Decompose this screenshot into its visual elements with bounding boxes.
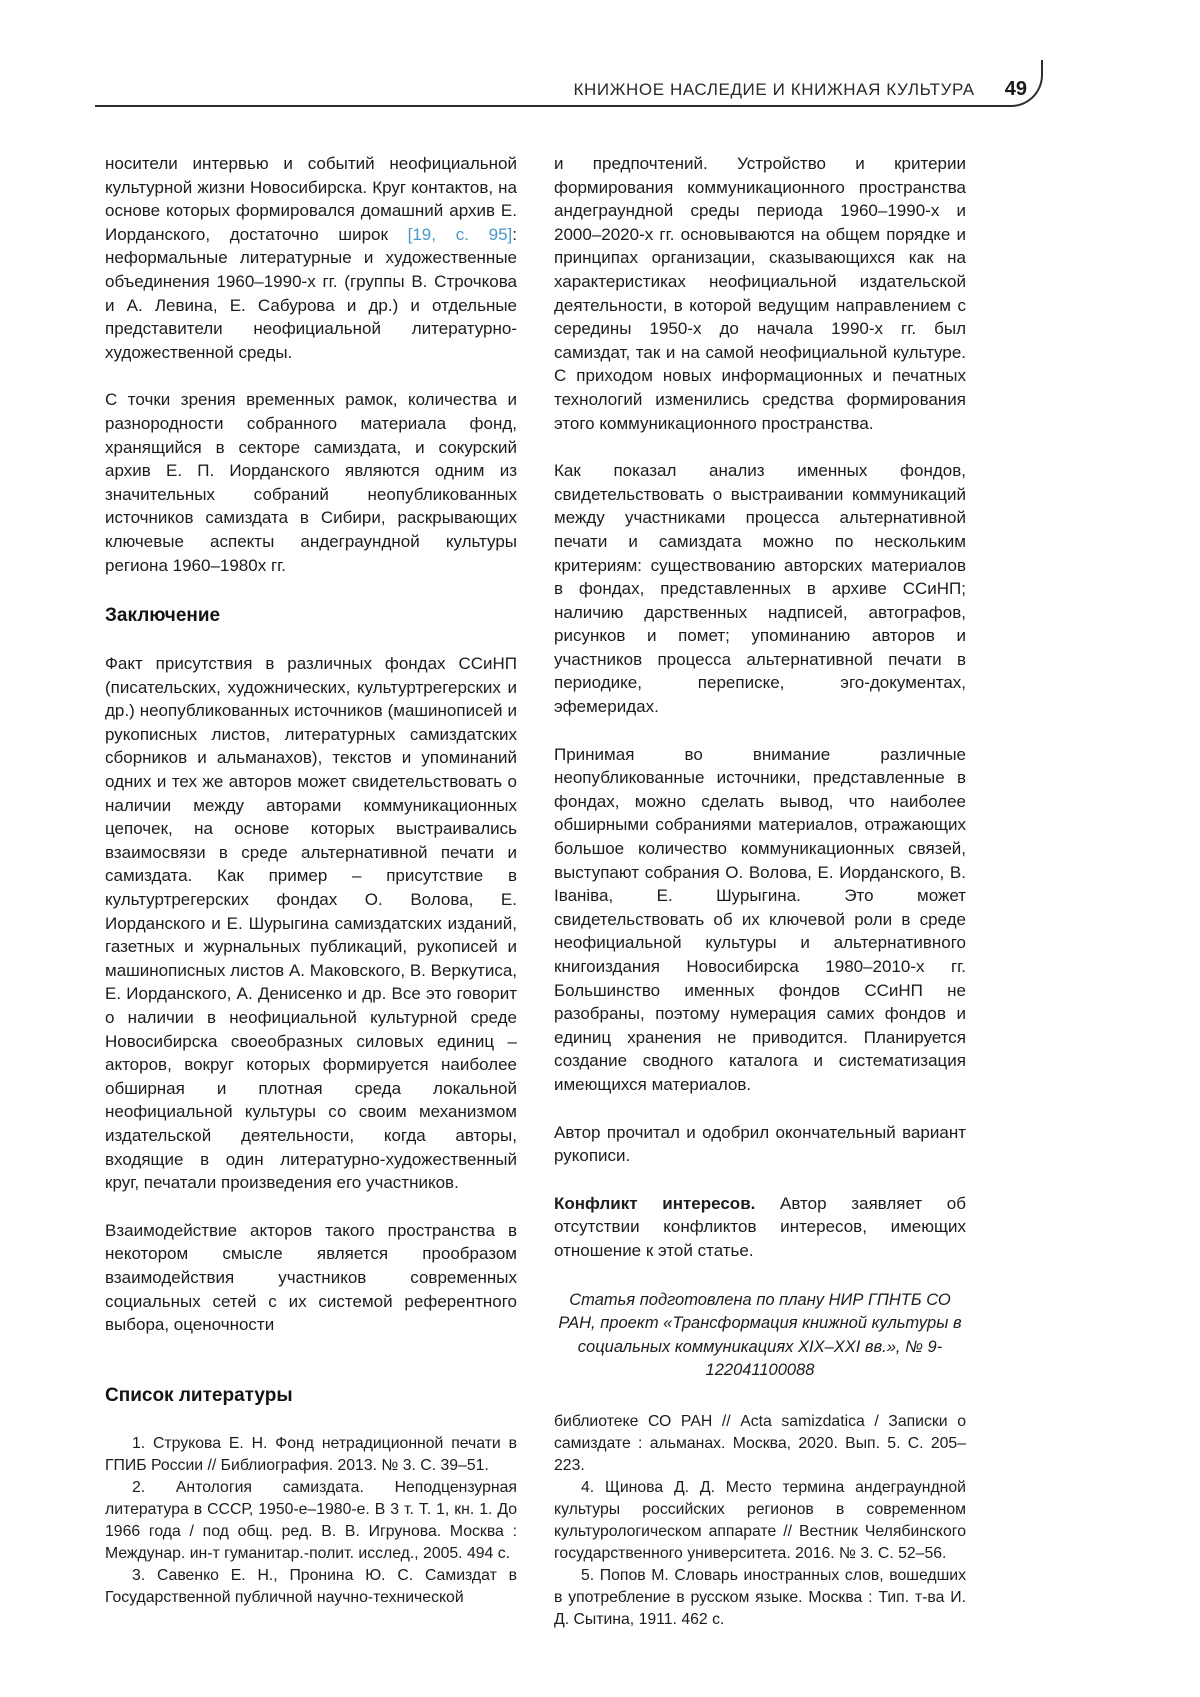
reference-list-right <box>554 1411 966 1631</box>
reference-list-left <box>105 1433 517 1609</box>
paragraph: Факт присутствия в различных фондах ССиНП (писательских, художнических, культуртрегерских и др.) неопубликованных источников (машинописей и рукописных листов, литературных самиздатских сборников и альманахов), текстов и упоминаний одних и тех же авторов может свидетельствовать о наличии между авторами коммуникационных цепочек, на основе которых выстраивались взаимосвязи в среде альтернативной печати и самиздата. Как пример – присутствие в культуртрегерских фондах О. Волова, Е. Иорданского и Е. Шурыгина самиздатских изданий, газетных и журнальных публикаций, рукописей и машинописных листов А. Маковского, В. Веркутиса, Е. Иорданского, А. Денисенко и др. Все это говорит о наличии в неофициальной культурной среде Новосибирска своеобразных силовых единиц – акторов, вокруг которых формируется наиболее обширная и плотная среда локальной неофициальной культуры со своим механизмом издательской деятельности, когда авторы, входящие в один литературно-художественный круг, печатали произведения его участников. <box>105 654 517 1193</box>
reference-item: 1. Струкова Е. Н. Фонд нетрадиционной печати в ГПИБ России // Библиография. 2013. № 3. С. 39–51. <box>105 1434 517 1474</box>
reference-item: 4. Щинова Д. Д. Место термина андеграундной культуры российских регионов в современном культурологическом аппарате // Вестник Челябинского государственного университета. 2016. № 3. С. 52–56. <box>554 1478 966 1562</box>
reference-item: 2. Антология самиздата. Неподцензурная литература в СССР, 1950-е–1980-е. В 3 т. Т. 1, кн. 1. До 1966 года / под общ. ред. В. В. Игрунова. Москва : Междунар. ин-т гуманитар.-полит. исслед., 2005. 494 с. <box>105 1478 517 1562</box>
running-head <box>95 60 1043 102</box>
left-column <box>105 152 517 1631</box>
paragraph <box>105 152 517 364</box>
reference-item: 3. Савенко Е. Н., Пронина Ю. С. Самиздат в Государственной публичной научно-технической <box>105 1566 517 1606</box>
conflict-of-interest <box>554 1192 966 1263</box>
paragraph: Автор прочитал и одобрил окончательный вариант рукописи. <box>554 1122 966 1166</box>
paragraph: Как показал анализ именных фондов, свидетельствовать о выстраивании коммуникаций между участниками процесса альтернативной печати и самиздата можно по нескольким критериям: существованию авторских материалов в фондах, представленных в архиве ССиНП; наличию дарственных надписей, автографов, рисунков и помет; упоминанию авторов и участников процесса альтернативной печати в периодике, переписке, эго-документах, эфемеридах. <box>554 461 966 717</box>
reference-item: 5. Попов М. Словарь иностранных слов, вошедших в употребление в русском языке. Москва : Тип. т-ва И. Д. Сытина, 1911. 462 с. <box>554 1566 966 1628</box>
paragraph-text: носители интервью и событий неофициальной культурной жизни Новосибирска. Круг контактов, на основе которых формировался домашний архив Е. Иорданского, достаточно широк <box>105 154 517 244</box>
citation-link[interactable]: [19, с. 95] <box>407 224 513 244</box>
conflict-of-interest-text: Автор заявляет об отсутствии конфликтов интересов, имеющих отношение к этой статье. <box>554 1193 966 1260</box>
paragraph: С точки зрения временных рамок, количества и разнородности собранного материала фонд, хранящийся в секторе самиздата, и сокурский архив Е. П. Иорданского являются одним из значительных собраний неопубликованных источников самиздата в Сибири, раскрывающих ключевые аспекты андеграундной культуры региона 1960–1980х гг. <box>105 390 517 575</box>
paragraph-text: : неформальные литературные и художественные объединения 1960–1990-х гг. (группы В. Строчкова и А. Левина, Е. Сабурова и др.) и отдельные представители неофициальной литературно-художественной среды. <box>105 224 517 362</box>
running-head-title: КНИЖНОЕ НАСЛЕДИЕ И КНИЖНАЯ КУЛЬТУРА <box>573 80 975 99</box>
paragraph: и предпочтений. Устройство и критерии формирования коммуникационного пространства андеграундной среды периода 1960–1990-х и 2000–2020-х гг. основываются на общем порядке и принципах организации, сказывающихся как на характеристиках неофициальной издательской деятельности, в которой ведущим направлением с середины 1950-х до начала 1990-х гг. был самиздат, так и на самой неофициальной культуре. С приходом новых информационных и печатных технологий изменились средства формирования этого коммуникационного пространства. <box>554 154 966 433</box>
right-column <box>554 152 966 1631</box>
funding-note: Статья подготовлена по плану НИР ГПНТБ СО РАН, проект «Трансформация книжной культуры в социальных коммуникациях XIX–XXI вв.», № 9-122041100088 <box>558 1290 962 1380</box>
article-body <box>105 152 967 1631</box>
reference-item-continuation: библиотеке СО РАН // Acta samizdatica / Записки о самиздате : альманах. Москва, 2020. Вып. 5. С. 205–223. <box>554 1412 966 1474</box>
page-number: 49 <box>1004 78 1027 100</box>
references-heading: Список литературы <box>105 1384 293 1406</box>
paragraph: Принимая во внимание различные неопубликованные источники, представленные в фондах, можно сделать вывод, что наиболее обширными собраниями материалов, отражающих большое количество коммуникационных связей, выступают собрания О. Волова, Е. Иорданского, В. Іваніва, Е. Шурыгина. Это может свидетельствовать об их ключевой роли в среде неофициальной культуры и альтернативного книгоиздания Новосибирска 1980–2010-х гг. Большинство именных фондов ССиНП не разобраны, поэтому нумерация самих фондов и единиц хранения не приводится. Планируется создание сводного каталога и систематизация имеющихся материалов. <box>554 744 966 1094</box>
conflict-of-interest-label: Конфликт интересов. <box>554 1193 756 1213</box>
conclusion-heading: Заключение <box>105 605 221 627</box>
paragraph: Взаимодействие акторов такого пространства в некотором смысле является прообразом взаимодействия участников современных социальных сетей с их системой референтного выбора, оценочности <box>105 1220 517 1335</box>
